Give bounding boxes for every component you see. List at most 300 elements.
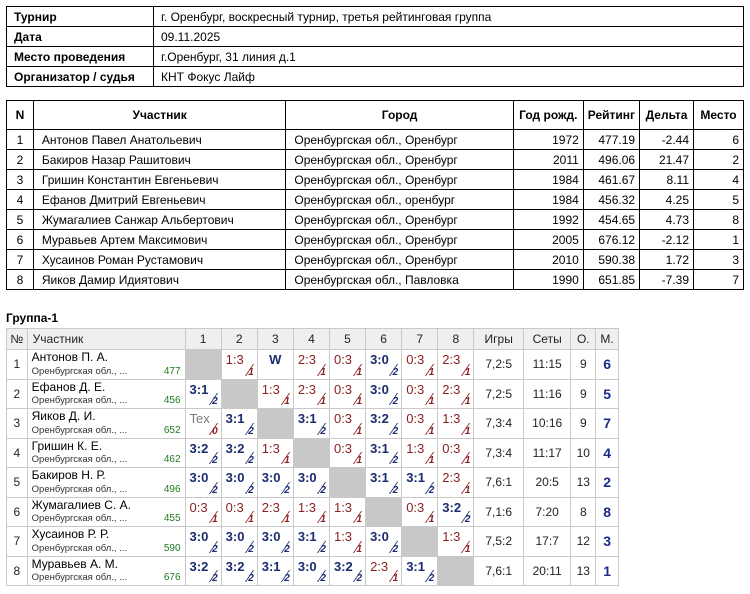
crosstable-header-4: 3: [257, 329, 293, 350]
cross-result-cell: [293, 468, 329, 498]
cross-score: 3:0: [297, 470, 317, 485]
cross-participant-name: Жумагалиев С. А.: [31, 497, 131, 512]
participant-name: Яиков Дамир Идиятович: [33, 270, 285, 290]
cross-score: 3:2: [225, 440, 245, 456]
cross-score: 3:0: [261, 470, 281, 485]
cross-points: 1: [356, 425, 363, 437]
cross-number: 2: [7, 379, 28, 409]
cross-score: 0:3: [333, 411, 353, 426]
cross-result-cell: [366, 438, 402, 468]
cross-games: 7,6:1: [474, 468, 524, 498]
cross-participant: [27, 527, 185, 557]
cross-participant-name: Яиков Д. И.: [31, 409, 96, 423]
cross-score: 3:1: [225, 411, 245, 426]
row-number: 8: [7, 270, 34, 290]
info-row: [7, 47, 744, 67]
row-number: 2: [7, 150, 34, 170]
cross-self-cell: [293, 438, 329, 468]
cross-sets: 20:5: [523, 468, 570, 498]
cross-result-cell: [185, 468, 221, 498]
table-row: [7, 150, 744, 170]
cross-score: 3:0: [297, 558, 317, 574]
participant-city: Оренбургская обл., оренбург: [286, 190, 513, 210]
rating: 496.06: [583, 150, 639, 170]
group-crosstable: [6, 328, 619, 586]
cross-points: 1: [356, 366, 363, 378]
cross-participant: [27, 556, 185, 586]
cross-place: 1: [596, 556, 619, 586]
cross-points: 1: [212, 514, 218, 525]
cross-result-cell: [257, 497, 293, 527]
cross-participant-city: Оренбургская обл., ...: [31, 483, 128, 495]
cross-result-cell: [329, 497, 365, 527]
cross-result-cell: [438, 409, 474, 439]
cross-participant-rating: 496: [163, 483, 181, 495]
cross-score: 0:3: [406, 381, 425, 397]
cross-score: 0:3: [333, 440, 353, 456]
cross-sets: 11:17: [523, 438, 570, 468]
info-value: 09.11.2025: [154, 27, 744, 47]
cross-score: 1:3: [261, 381, 280, 397]
delta: 8.11: [640, 170, 694, 190]
birth-year: 1990: [513, 270, 583, 290]
cross-self-cell: [257, 409, 293, 439]
cross-points: 2: [320, 573, 326, 584]
cross-result-cell: [257, 468, 293, 498]
cross-points: 1: [356, 543, 363, 555]
cross-result-cell: [402, 379, 438, 409]
cross-result-cell: [185, 527, 221, 557]
cross-points: 1: [356, 455, 363, 466]
info-row: [7, 7, 744, 27]
cross-participant-rating: 590: [163, 542, 181, 554]
cross-result-cell: [438, 438, 474, 468]
place: 7: [694, 270, 744, 290]
participant-name: Хусаинов Роман Рустамович: [33, 250, 285, 270]
cross-points: 1: [356, 396, 363, 407]
cross-score: 3:1: [370, 470, 389, 485]
cross-points: 1: [284, 455, 290, 466]
cross-score: 2:3: [442, 381, 461, 397]
birth-year: 2010: [513, 250, 583, 270]
participants-table: [6, 100, 744, 290]
birth-year: 2011: [513, 150, 583, 170]
cross-points: 2: [212, 573, 218, 584]
cross-points: 2: [320, 484, 326, 496]
cross-points: 2: [248, 455, 254, 466]
cross-points: 1: [392, 573, 399, 584]
cross-result-cell: [366, 556, 402, 586]
cross-score: 3:2: [189, 440, 209, 456]
cross-points: 2: [392, 543, 399, 555]
crosstable-row: [7, 350, 619, 380]
cross-score: 0:3: [333, 352, 353, 367]
crosstable-header-8: 7: [402, 329, 438, 350]
cross-participant-city: Оренбургская обл., ...: [31, 395, 128, 406]
cross-score: 0:3: [406, 411, 425, 426]
delta: 1.72: [640, 250, 694, 270]
cross-result-cell: [402, 556, 438, 586]
cross-result-cell: [329, 350, 365, 380]
cross-points: 2: [212, 484, 218, 496]
crosstable-header-2: 1: [185, 329, 221, 350]
cross-points: 2: [284, 484, 290, 496]
cross-points: 1: [248, 514, 254, 525]
cross-place: 3: [596, 527, 619, 557]
cross-result-cell: [221, 468, 257, 498]
participant-name: Муравьев Артем Максимович: [33, 230, 285, 250]
participant-city: Оренбургская обл., Павловка: [286, 270, 513, 290]
cross-score: Tex: [189, 411, 210, 426]
cross-sets: 10:16: [523, 409, 570, 439]
place: 1: [694, 230, 744, 250]
crosstable-header-row: [7, 329, 619, 350]
cross-score: 0:3: [189, 499, 208, 515]
table-row: [7, 250, 744, 270]
cross-score: 3:0: [225, 470, 245, 485]
cross-points-total: 9: [571, 379, 596, 409]
row-number: 4: [7, 190, 34, 210]
cross-participant-city: Оренбургская обл., ...: [31, 513, 128, 524]
cross-score: 1:3: [442, 411, 461, 426]
cross-points: 1: [464, 484, 471, 496]
cross-result-cell: [293, 379, 329, 409]
col-rating: Рейтинг: [583, 101, 639, 130]
cross-sets: 17:7: [523, 527, 570, 557]
cross-points: 1: [464, 396, 471, 407]
cross-result-cell: [185, 497, 221, 527]
cross-result-cell: [221, 556, 257, 586]
cross-points: 2: [248, 425, 254, 437]
cross-score: 3:0: [370, 381, 389, 397]
col-place: Место: [694, 101, 744, 130]
cross-participant-city: Оренбургская обл., ...: [31, 424, 128, 436]
cross-points: 1: [356, 514, 363, 525]
place: 2: [694, 150, 744, 170]
cross-place: 8: [596, 497, 619, 527]
cross-self-cell: [402, 527, 438, 557]
participant-name: Жумагалиев Санжар Альбертович: [33, 210, 285, 230]
cross-points: 2: [428, 573, 435, 584]
cross-participant-rating: 676: [163, 572, 181, 583]
participant-city: Оренбургская обл., Оренбург: [286, 230, 513, 250]
cross-participant: [27, 438, 185, 468]
cross-number: 8: [7, 556, 28, 586]
info-value: г.Оренбург, 31 линия д.1: [154, 47, 744, 67]
cross-score: W: [269, 352, 282, 367]
delta: -2.12: [640, 230, 694, 250]
cross-points: 2: [248, 543, 254, 555]
cross-participant-rating: 652: [163, 424, 181, 436]
info-value: г. Оренбург, воскресный турнир, третья рейтинговая группа: [154, 7, 744, 27]
cross-points: 2: [284, 543, 290, 555]
cross-points: 2: [392, 366, 399, 378]
cross-score: 3:2: [333, 558, 353, 574]
cross-points: 2: [212, 543, 218, 555]
row-number: 6: [7, 230, 34, 250]
cross-participant-name: Муравьев А. М.: [31, 556, 118, 571]
cross-sets: 11:16: [523, 379, 570, 409]
cross-score: 3:0: [370, 352, 389, 367]
cross-points: 2: [392, 455, 399, 466]
cross-result-cell: [402, 438, 438, 468]
info-row: [7, 67, 744, 87]
rating: 676.12: [583, 230, 639, 250]
cross-number: 3: [7, 409, 28, 439]
cross-score: 1:3: [442, 529, 461, 544]
cross-result-cell: [185, 438, 221, 468]
cross-participant: [27, 468, 185, 498]
cross-points: 2: [320, 425, 326, 437]
cross-result-cell: [257, 350, 293, 380]
cross-score: 3:2: [370, 411, 389, 426]
crosstable-row: [7, 409, 619, 439]
cross-participant-city: Оренбургская обл., ...: [31, 365, 128, 377]
cross-participant-name: Ефанов Д. Е.: [31, 379, 106, 394]
cross-participant-name: Хусаинов Р. Р.: [31, 527, 110, 541]
cross-points: 1: [428, 425, 435, 437]
participant-city: Оренбургская обл., Оренбург: [286, 250, 513, 270]
crosstable-row: [7, 468, 619, 498]
col-n: N: [7, 101, 34, 130]
cross-points: 1: [284, 396, 290, 407]
cross-score: 1:3: [297, 499, 316, 515]
cross-result-cell: [257, 379, 293, 409]
cross-score: 2:3: [370, 558, 389, 574]
info-value: КНТ Фокус Лайф: [154, 67, 744, 87]
place: 3: [694, 250, 744, 270]
participant-name: Ефанов Дмитрий Евгеньевич: [33, 190, 285, 210]
table-row: [7, 130, 744, 150]
row-number: 7: [7, 250, 34, 270]
place: 4: [694, 170, 744, 190]
cross-participant-rating: 462: [163, 454, 181, 465]
cross-score: 3:1: [406, 470, 425, 485]
crosstable-row: [7, 379, 619, 409]
delta: 4.73: [640, 210, 694, 230]
cross-games: 7,6:1: [474, 556, 524, 586]
cross-result-cell: [257, 556, 293, 586]
cross-number: 4: [7, 438, 28, 468]
cross-participant: [27, 497, 185, 527]
tournament-info-table: [6, 6, 744, 87]
cross-points: 0: [212, 425, 218, 437]
cross-points: 1: [464, 366, 471, 378]
crosstable-header-3: 2: [221, 329, 257, 350]
cross-result-cell: [293, 350, 329, 380]
cross-participant: [27, 379, 185, 409]
cross-number: 6: [7, 497, 28, 527]
cross-result-cell: [366, 527, 402, 557]
cross-score: 1:3: [333, 529, 353, 544]
rating: 454.65: [583, 210, 639, 230]
cross-points: 2: [248, 484, 254, 496]
info-row: [7, 27, 744, 47]
cross-sets: 20:11: [523, 556, 570, 586]
cross-points: 2: [392, 484, 399, 496]
crosstable-row: [7, 527, 619, 557]
cross-result-cell: [329, 438, 365, 468]
info-label: Турнир: [7, 7, 154, 27]
place: 8: [694, 210, 744, 230]
participant-city: Оренбургская обл., Оренбург: [286, 150, 513, 170]
cross-result-cell: [402, 350, 438, 380]
cross-result-cell: [221, 497, 257, 527]
crosstable-header-5: 4: [293, 329, 329, 350]
cross-result-cell: [185, 556, 221, 586]
cross-result-cell: [366, 350, 402, 380]
cross-participant-name: Антонов П. А.: [31, 350, 108, 364]
cross-result-cell: [185, 409, 221, 439]
cross-points-total: 9: [571, 409, 596, 439]
cross-number: 1: [7, 350, 28, 380]
cross-place: 2: [596, 468, 619, 498]
crosstable-header-10: Игры: [474, 329, 524, 350]
crosstable-header-11: Сеты: [523, 329, 570, 350]
cross-points-total: 13: [571, 556, 596, 586]
cross-result-cell: [221, 527, 257, 557]
cross-points: 2: [212, 396, 218, 407]
participants-body: [7, 130, 744, 290]
cross-score: 3:1: [261, 558, 281, 574]
rating: 456.32: [583, 190, 639, 210]
cross-score: 2:3: [297, 352, 316, 367]
cross-points: 2: [248, 573, 254, 584]
info-label: Место проведения: [7, 47, 154, 67]
cross-result-cell: [221, 350, 257, 380]
rating: 477.19: [583, 130, 639, 150]
cross-sets: 7:20: [523, 497, 570, 527]
cross-result-cell: [257, 527, 293, 557]
info-label: Организатор / судья: [7, 67, 154, 87]
participant-city: Оренбургская обл., Оренбург: [286, 130, 513, 150]
cross-games: 7,3:4: [474, 409, 524, 439]
cross-number: 5: [7, 468, 28, 498]
cross-participant-city: Оренбургская обл., ...: [31, 454, 128, 465]
rating: 651.85: [583, 270, 639, 290]
cross-score: 3:1: [406, 558, 425, 574]
cross-games: 7,2:5: [474, 350, 524, 380]
cross-score: 1:3: [225, 352, 244, 367]
crosstable-header-12: О.: [571, 329, 596, 350]
crosstable-row: [7, 438, 619, 468]
cross-games: 7,2:5: [474, 379, 524, 409]
cross-result-cell: [221, 438, 257, 468]
cross-score: 2:3: [442, 470, 461, 485]
cross-score: 2:3: [442, 352, 461, 367]
cross-points-total: 8: [571, 497, 596, 527]
cross-participant-name: Бакиров Н. Р.: [31, 468, 106, 482]
cross-place: 6: [596, 350, 619, 380]
cross-points-total: 9: [571, 350, 596, 380]
cross-score: 1:3: [406, 440, 425, 456]
cross-result-cell: [438, 468, 474, 498]
birth-year: 1984: [513, 170, 583, 190]
cross-score: 3:0: [225, 529, 245, 544]
rating: 461.67: [583, 170, 639, 190]
cross-participant-rating: 477: [163, 365, 181, 377]
cross-points: 1: [428, 514, 435, 525]
row-number: 3: [7, 170, 34, 190]
cross-score: 0:3: [406, 352, 425, 367]
cross-points: 2: [464, 514, 471, 525]
cross-result-cell: [438, 527, 474, 557]
cross-score: 3:2: [189, 558, 209, 574]
cross-result-cell: [366, 379, 402, 409]
cross-result-cell: [329, 409, 365, 439]
crosstable-header-6: 5: [329, 329, 365, 350]
cross-number: 7: [7, 527, 28, 557]
birth-year: 1972: [513, 130, 583, 150]
cross-score: 3:1: [189, 381, 209, 397]
cross-place: 7: [596, 409, 619, 439]
table-row: [7, 270, 744, 290]
crosstable-header-1: Участник: [27, 329, 185, 350]
birth-year: 2005: [513, 230, 583, 250]
cross-participant: [27, 350, 185, 380]
cross-result-cell: [329, 556, 365, 586]
cross-self-cell: [366, 497, 402, 527]
crosstable-header-0: №: [7, 329, 28, 350]
cross-score: 3:0: [261, 529, 281, 544]
cross-self-cell: [185, 350, 221, 380]
cross-result-cell: [293, 527, 329, 557]
delta: -7.39: [640, 270, 694, 290]
cross-self-cell: [221, 379, 257, 409]
cross-points: 1: [464, 543, 471, 555]
cross-score: 1:3: [333, 499, 353, 515]
birth-year: 1984: [513, 190, 583, 210]
cross-result-cell: [293, 409, 329, 439]
table-row: [7, 170, 744, 190]
delta: -2.44: [640, 130, 694, 150]
cross-result-cell: [366, 409, 402, 439]
cross-points: 2: [356, 573, 363, 584]
cross-score: 3:1: [370, 440, 389, 456]
cross-points: 1: [248, 366, 254, 378]
col-city: Город: [286, 101, 513, 130]
cross-points: 2: [392, 425, 399, 437]
participant-name: Гришин Константин Евгеньевич: [33, 170, 285, 190]
cross-result-cell: [366, 468, 402, 498]
crosstable-header-13: М.: [596, 329, 619, 350]
cross-result-cell: [293, 497, 329, 527]
place: 6: [694, 130, 744, 150]
cross-score: 3:0: [189, 470, 209, 485]
cross-score: 3:1: [297, 529, 317, 544]
cross-score: 3:2: [442, 499, 462, 515]
cross-participant-name: Гришин К. Е.: [31, 438, 103, 453]
participant-name: Бакиров Назар Рашитович: [33, 150, 285, 170]
cross-participant-city: Оренбургская обл., ...: [31, 572, 128, 583]
cross-result-cell: [221, 409, 257, 439]
cross-result-cell: [402, 409, 438, 439]
cross-points: 2: [428, 484, 435, 496]
cross-result-cell: [185, 379, 221, 409]
col-delta: Дельта: [640, 101, 694, 130]
cross-points-total: 13: [571, 468, 596, 498]
cross-points-total: 10: [571, 438, 596, 468]
cross-points: 1: [464, 425, 471, 437]
group-title: Группа-1: [6, 311, 59, 325]
cross-games: 7,1:6: [474, 497, 524, 527]
crosstable-row: [7, 497, 619, 527]
cross-points: 1: [284, 514, 290, 525]
cross-place: 4: [596, 438, 619, 468]
cross-points: 2: [212, 455, 218, 466]
participant-city: Оренбургская обл., Оренбург: [286, 170, 513, 190]
cross-points-total: 12: [571, 527, 596, 557]
